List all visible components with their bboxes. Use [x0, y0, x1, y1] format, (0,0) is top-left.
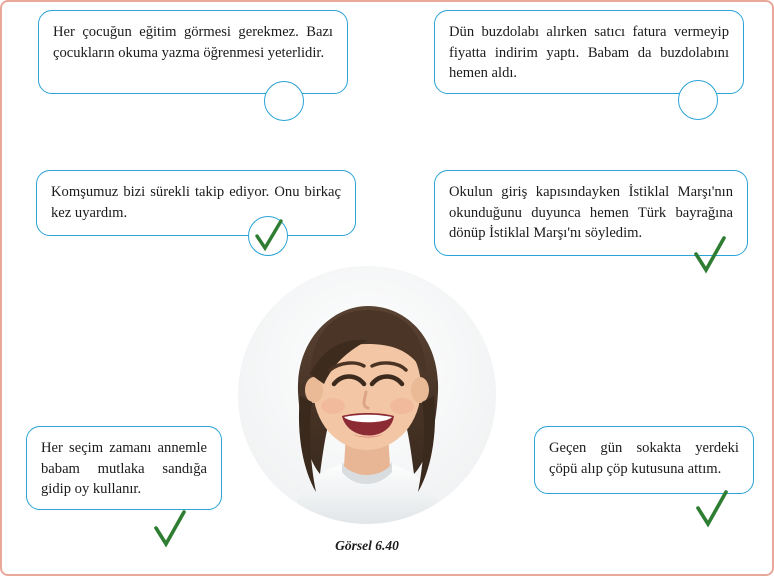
bubble-text: Komşumuz bizi sürekli takip ediyor. Onu birkaç kez uyardım. — [51, 184, 341, 221]
bubble-text: Her seçim zamanı annemle babam mutlaka sandığa gidip oy kullanır. — [41, 440, 207, 498]
speech-bubble-bottom-right — [534, 426, 754, 494]
check-icon — [150, 510, 188, 548]
girl-portrait-image — [238, 266, 496, 524]
bubble-check-mark — [150, 510, 188, 548]
figure-caption: Görsel 6.40 — [335, 538, 399, 553]
bubble-circle-mark — [264, 81, 304, 121]
check-icon — [249, 217, 287, 255]
speech-bubble-bottom-left — [26, 426, 222, 510]
check-icon — [692, 490, 730, 528]
bubble-circle-mark — [678, 80, 718, 120]
bubble-text: Her çocuğun eğitim görmesi gerekmez. Bazı çocukların okuma yazma öğrenmesi yeterlidir. — [53, 24, 333, 61]
speech-bubble-middle-left — [36, 170, 356, 236]
bubble-check-mark — [692, 490, 730, 528]
bubble-text: Geçen gün sokakta yerdeki çöpü alıp çöp kutusuna attım. — [549, 440, 739, 477]
bubble-text: Okulun giriş kapısındayken İstiklal Marşı'nın okunduğunu duyunca hemen Türk bayrağına dönüp İstiklal Marşı'nı söyledim. — [449, 184, 733, 242]
bubble-text: Dün buzdolabı alırken satıcı fatura vermeyip fiyatta indirim yaptı. Babam da buzdolabını hemen aldı. — [449, 24, 729, 82]
check-icon — [690, 236, 728, 274]
bubble-check-mark — [248, 216, 288, 256]
bubble-check-mark — [690, 236, 728, 274]
center-photo — [238, 266, 496, 524]
speech-bubble-top-left — [38, 10, 348, 94]
